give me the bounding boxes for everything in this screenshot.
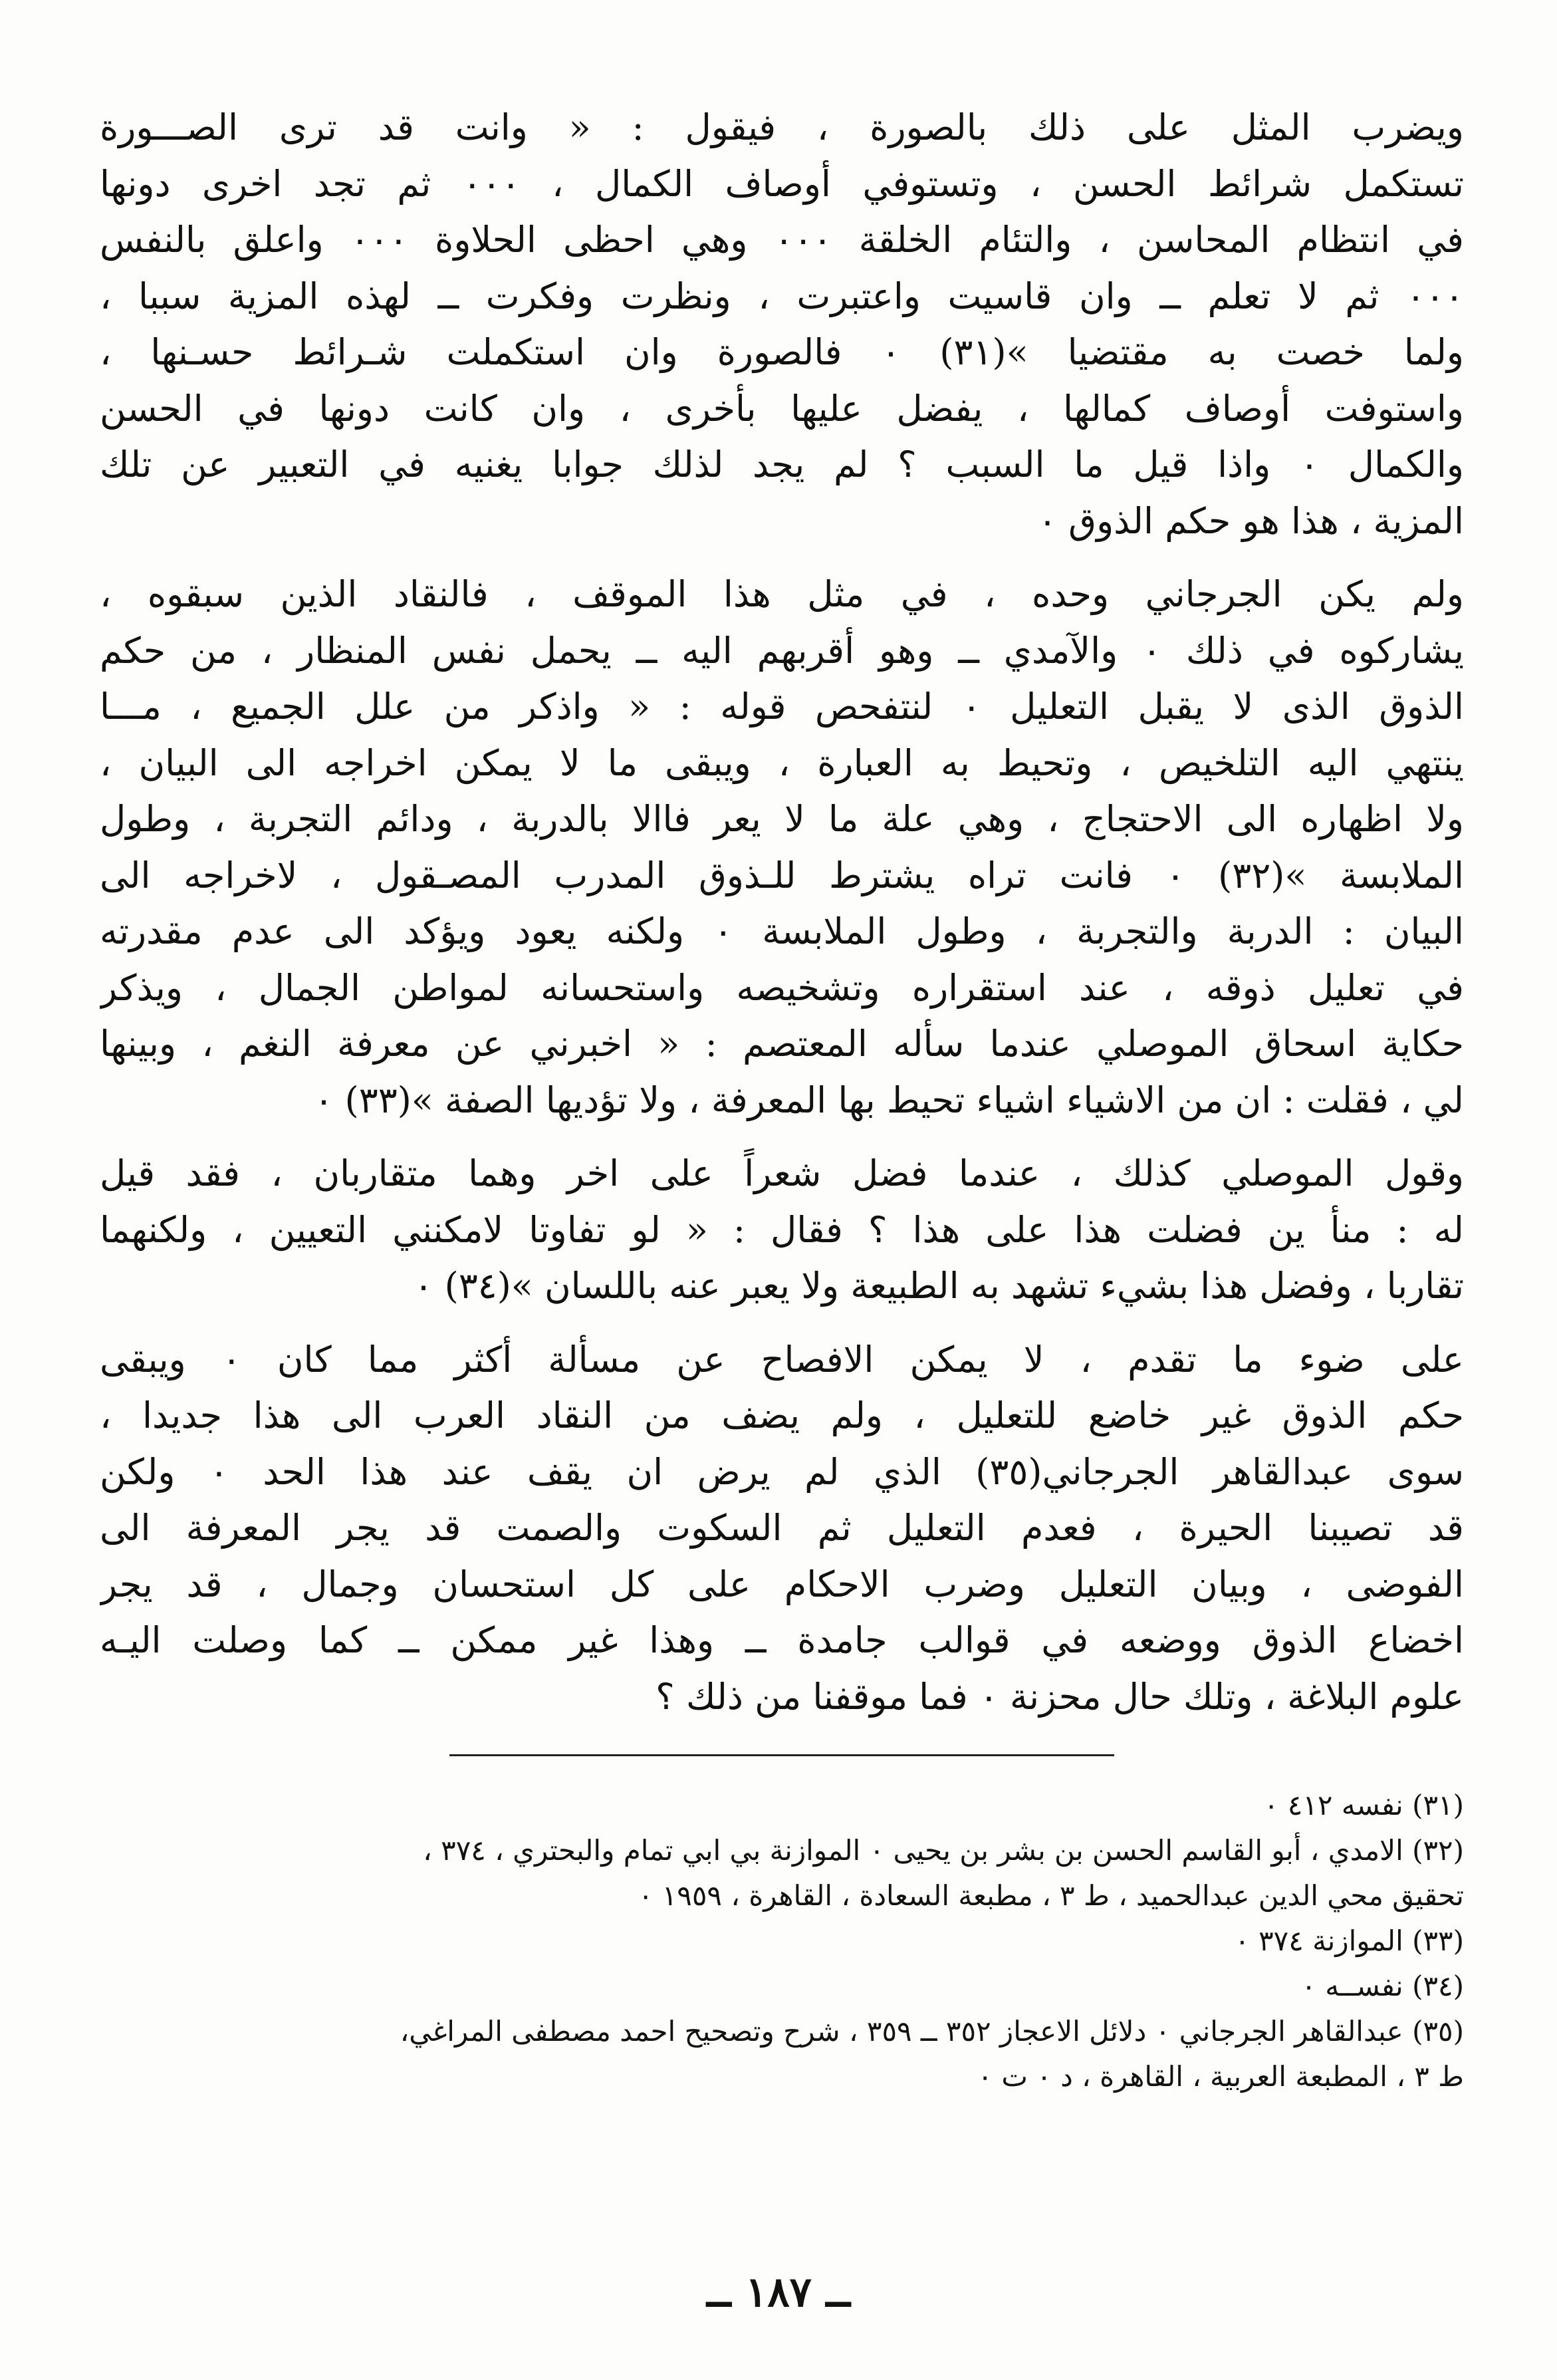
footnote-35: (٣٥) عبدالقاهر الجرجاني ٠ دلائل الاعجاز ٣٥٢ ــ ٣٥٩ ، شرح وتصحيح احمد مصطفى المراغي، <box>400 2015 1464 2048</box>
footnote-32-continued: تحقيق محي الدين عبدالحميد ، ط ٣ ، مطبعة السعادة ، القاهرة ، ١٩٥٩ ٠ <box>638 1879 1464 1912</box>
text-line: سوى عبدالقاهر الجرجاني(٣٥) الذي لم يرض ان يقف عند هذا الحد ٠ ولكن <box>100 1450 1464 1493</box>
footnote-31: (٣١) نفسه ٤١٢ ٠ <box>1263 1789 1464 1821</box>
text-line: ولا اظهاره الى الاحتجاج ، وهي علة ما لا يعر فاالا بالدربة ، ودائم التجربة ، وطول <box>100 798 1464 840</box>
footnote-35-continued: ط ٣ ، المطبعة العربية ، القاهرة ، د ٠ ت ٠ <box>977 2060 1464 2093</box>
text-line: الذوق الذى لا يقبل التعليل ٠ لنتفحص قوله : « واذكر من علل الجميع ، مـــا <box>100 686 1464 727</box>
text-line: المزية ، هذا هو حكم الذوق ٠ <box>1038 499 1464 542</box>
page-number: ــ ١٨٧ ــ <box>707 2268 850 2316</box>
text-line: حكم الذوق غير خاضع للتعليل ، ولم يضف من النقاد العرب الى هذا جديدا ، <box>100 1394 1464 1436</box>
body-text <box>100 100 1464 1725</box>
paragraph-1 <box>100 100 1464 549</box>
text-line: قد تصيبنا الحيرة ، فعدم التعليل ثم السكوت والصمت قد يجر المعرفة الى <box>100 1507 1464 1549</box>
text-line: واستوفت أوصاف كمالها ، يفضل عليها بأخرى ، وان كانت دونها في الحسن <box>100 387 1464 430</box>
text-line: حكاية اسحاق الموصلي عندما سأله المعتصم : « اخبرني عن معرفة النغم ، وبينها <box>100 1023 1464 1065</box>
footnote-33: (٣٣) الموازنة ٣٧٤ ٠ <box>1235 1924 1464 1957</box>
text-line: في تعليل ذوقه ، عند استقراره وتشخيصه واستحسانه لمواطن الجمال ، ويذكر <box>100 966 1464 1009</box>
text-line: الملابسة »(٣٢) ٠ فانت تراه يشترط للـذوق المدرب المصـقول ، لاخراجه الى <box>100 854 1464 896</box>
paragraph-3 <box>100 1146 1464 1315</box>
text-line: في انتظام المحاسن ، والتئام الخلقة ٠٠٠ وهي احظى الحلاوة ٠٠٠ واعلق بالنفس <box>100 219 1464 261</box>
paragraph-4 <box>100 1332 1464 1726</box>
text-line: اخضاع الذوق ووضعه في قوالب جامدة ــ وهذا غير ممكن ــ كما وصلت اليـه <box>100 1619 1464 1661</box>
text-line: على ضوء ما تقدم ، لا يمكن الافصاح عن مسألة أكثر مما كان ٠ ويبقى <box>100 1338 1464 1381</box>
text-line: علوم البلاغة ، وتلك حال محزنة ٠ فما موقفنا من ذلك ؟ <box>656 1675 1464 1718</box>
text-line: ينتهي اليه التلخيص ، وتحيط به العبارة ، ويبقى ما لا يمكن اخراجه الى البيان ، <box>100 741 1464 784</box>
paragraph-2 <box>100 567 1464 1128</box>
text-line: الفوضى ، وبيان التعليل وضرب الاحكام على كل استحسان وجمال ، قد يجر <box>100 1563 1464 1605</box>
text-line: والكمال ٠ واذا قيل ما السبب ؟ لم يجد لذلك جوابا يغنيه في التعبير عن تلك <box>100 444 1464 485</box>
footnote-34: (٣٤) نفســه ٠ <box>1301 1970 1464 2002</box>
text-line: ٠٠٠ ثم لا تعلم ــ وان قاسيت واعتبرت ، ونظرت وفكرت ــ لهذه المزية سببا ، <box>100 275 1464 317</box>
footnote-32: (٣٢) الامدي ، أبو القاسم الحسن بن بشر بن يحيى ٠ الموازنة بي ابي تمام والبحتري ، ٣٧٤ ، <box>423 1834 1464 1867</box>
text-line: لي ، فقلت : ان من الاشياء اشياء تحيط بها المعرفة ، ولا تؤديها الصفة »(٣٣) ٠ <box>314 1079 1464 1121</box>
text-line: تستكمل شرائط الحسن ، وتستوفي أوصاف الكمال ، ٠٠٠ ثم تجد اخرى دونها <box>100 162 1464 205</box>
text-line: له : منأ ين فضلت هذا على هذا ؟ فقال : « لو تفاوتا لامكنني التعيين ، ولكنهما <box>100 1208 1464 1251</box>
footnote-separator <box>449 1754 1114 1756</box>
text-line: ولما خصت به مقتضيا »(٣١) ٠ فالصورة وان استكملت شـرائط حسـنها ، <box>100 331 1464 373</box>
footnotes <box>100 1783 1464 2099</box>
text-line: البيان : الدربة والتجربة ، وطول الملابسة ٠ ولكنه يعود ويؤكد الى عدم مقدرته <box>100 910 1464 952</box>
text-line: تقاربا ، وفضل هذا بشيء تشهد به الطبيعة ولا يعبر عنه باللسان »(٣٤) ٠ <box>414 1265 1464 1307</box>
text-line: ويضرب المثل على ذلك بالصورة ، فيقول : « وانت قد ترى الصـــورة <box>100 106 1464 148</box>
text-line: ولم يكن الجرجاني وحده ، في مثل هذا الموقف ، فالنقاد الذين سبقوه ، <box>100 573 1464 615</box>
text-line: يشاركوه في ذلك ٠ والآمدي ــ وهو أقربهم اليه ــ يحمل نفس المنظار ، من حكم <box>100 629 1464 672</box>
text-line: وقول الموصلي كذلك ، عندما فضل شعراً على اخر وهما متقاربان ، فقد قيل <box>100 1152 1464 1194</box>
